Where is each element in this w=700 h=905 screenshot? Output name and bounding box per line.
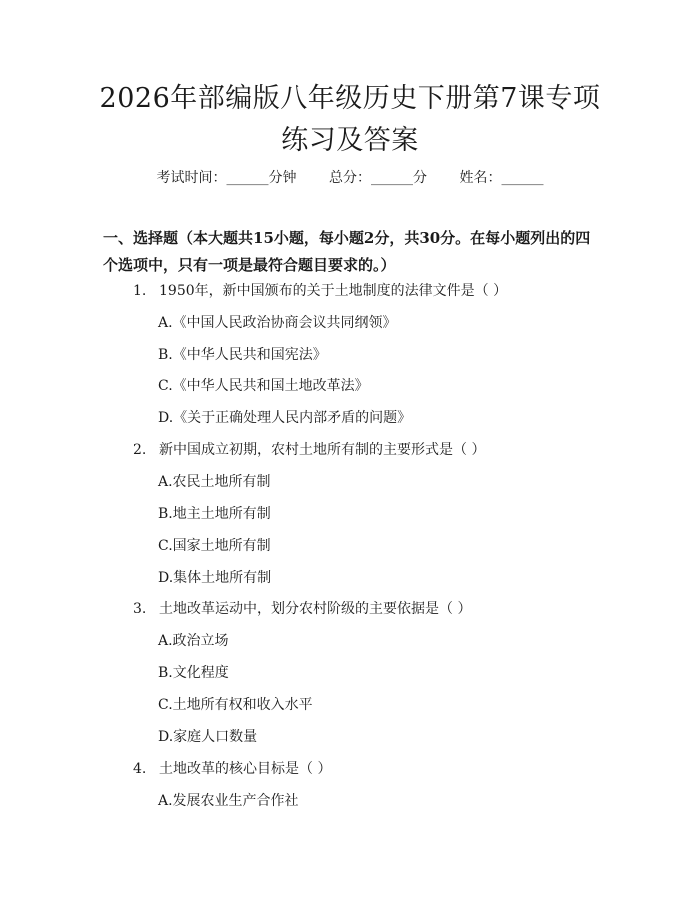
question-number: 2.: [133, 442, 147, 458]
question-3-option-c: C.土地所有权和收入水平: [158, 697, 313, 713]
question-4: [133, 759, 331, 779]
exam-meta-line: [0, 168, 700, 188]
question-2-option-d: D.集体土地所有制: [158, 570, 272, 586]
question-stem: 新中国成立初期，农村土地所有制的主要形式是（ ）: [159, 442, 486, 458]
question-number: 3.: [133, 601, 147, 617]
section-heading: 一、选择题（本大题共15小题，每小题2分，共30分。在每小题列出的四个选项中，只有一项是最符合题目要求的。）: [103, 229, 591, 274]
question-1-option-a: A.《中国人民政治协商会议共同纲领》: [158, 315, 397, 331]
question-number: 1.: [133, 283, 147, 299]
question-2-option-a: A.农民土地所有制: [158, 474, 271, 490]
document-title: 2026年部编版八年级历史下册第7课专项练习及答案: [99, 83, 601, 156]
question-stem: 土地改革的核心目标是（ ）: [159, 761, 332, 777]
question-3: [133, 599, 471, 619]
question-2-option-b: B.地主土地所有制: [158, 506, 271, 522]
question-1-option-b: B.《中华人民共和国宪法》: [158, 347, 327, 363]
question-4-option-a: A.发展农业生产合作社: [158, 793, 299, 809]
question-number: 4.: [133, 761, 147, 777]
question-2: [133, 440, 485, 460]
question-stem: 1950年，新中国颁布的关于土地制度的法律文件是（ ）: [159, 283, 508, 299]
question-stem: 土地改革运动中，划分农村阶级的主要依据是（ ）: [159, 601, 472, 617]
exam-time-field: 考试时间：______分钟: [156, 170, 297, 186]
question-3-option-a: A.政治立场: [158, 633, 229, 649]
question-2-option-c: C.国家土地所有制: [158, 538, 271, 554]
question-1: [133, 281, 507, 301]
student-name-field: 姓名：______: [459, 170, 544, 186]
total-score-field: 总分：______分: [329, 170, 427, 186]
question-1-option-c: C.《中华人民共和国土地改革法》: [158, 378, 369, 394]
question-1-option-d: D.《关于正确处理人民内部矛盾的问题》: [158, 410, 412, 426]
question-3-option-d: D.家庭人口数量: [158, 729, 258, 745]
question-3-option-b: B.文化程度: [158, 665, 229, 681]
